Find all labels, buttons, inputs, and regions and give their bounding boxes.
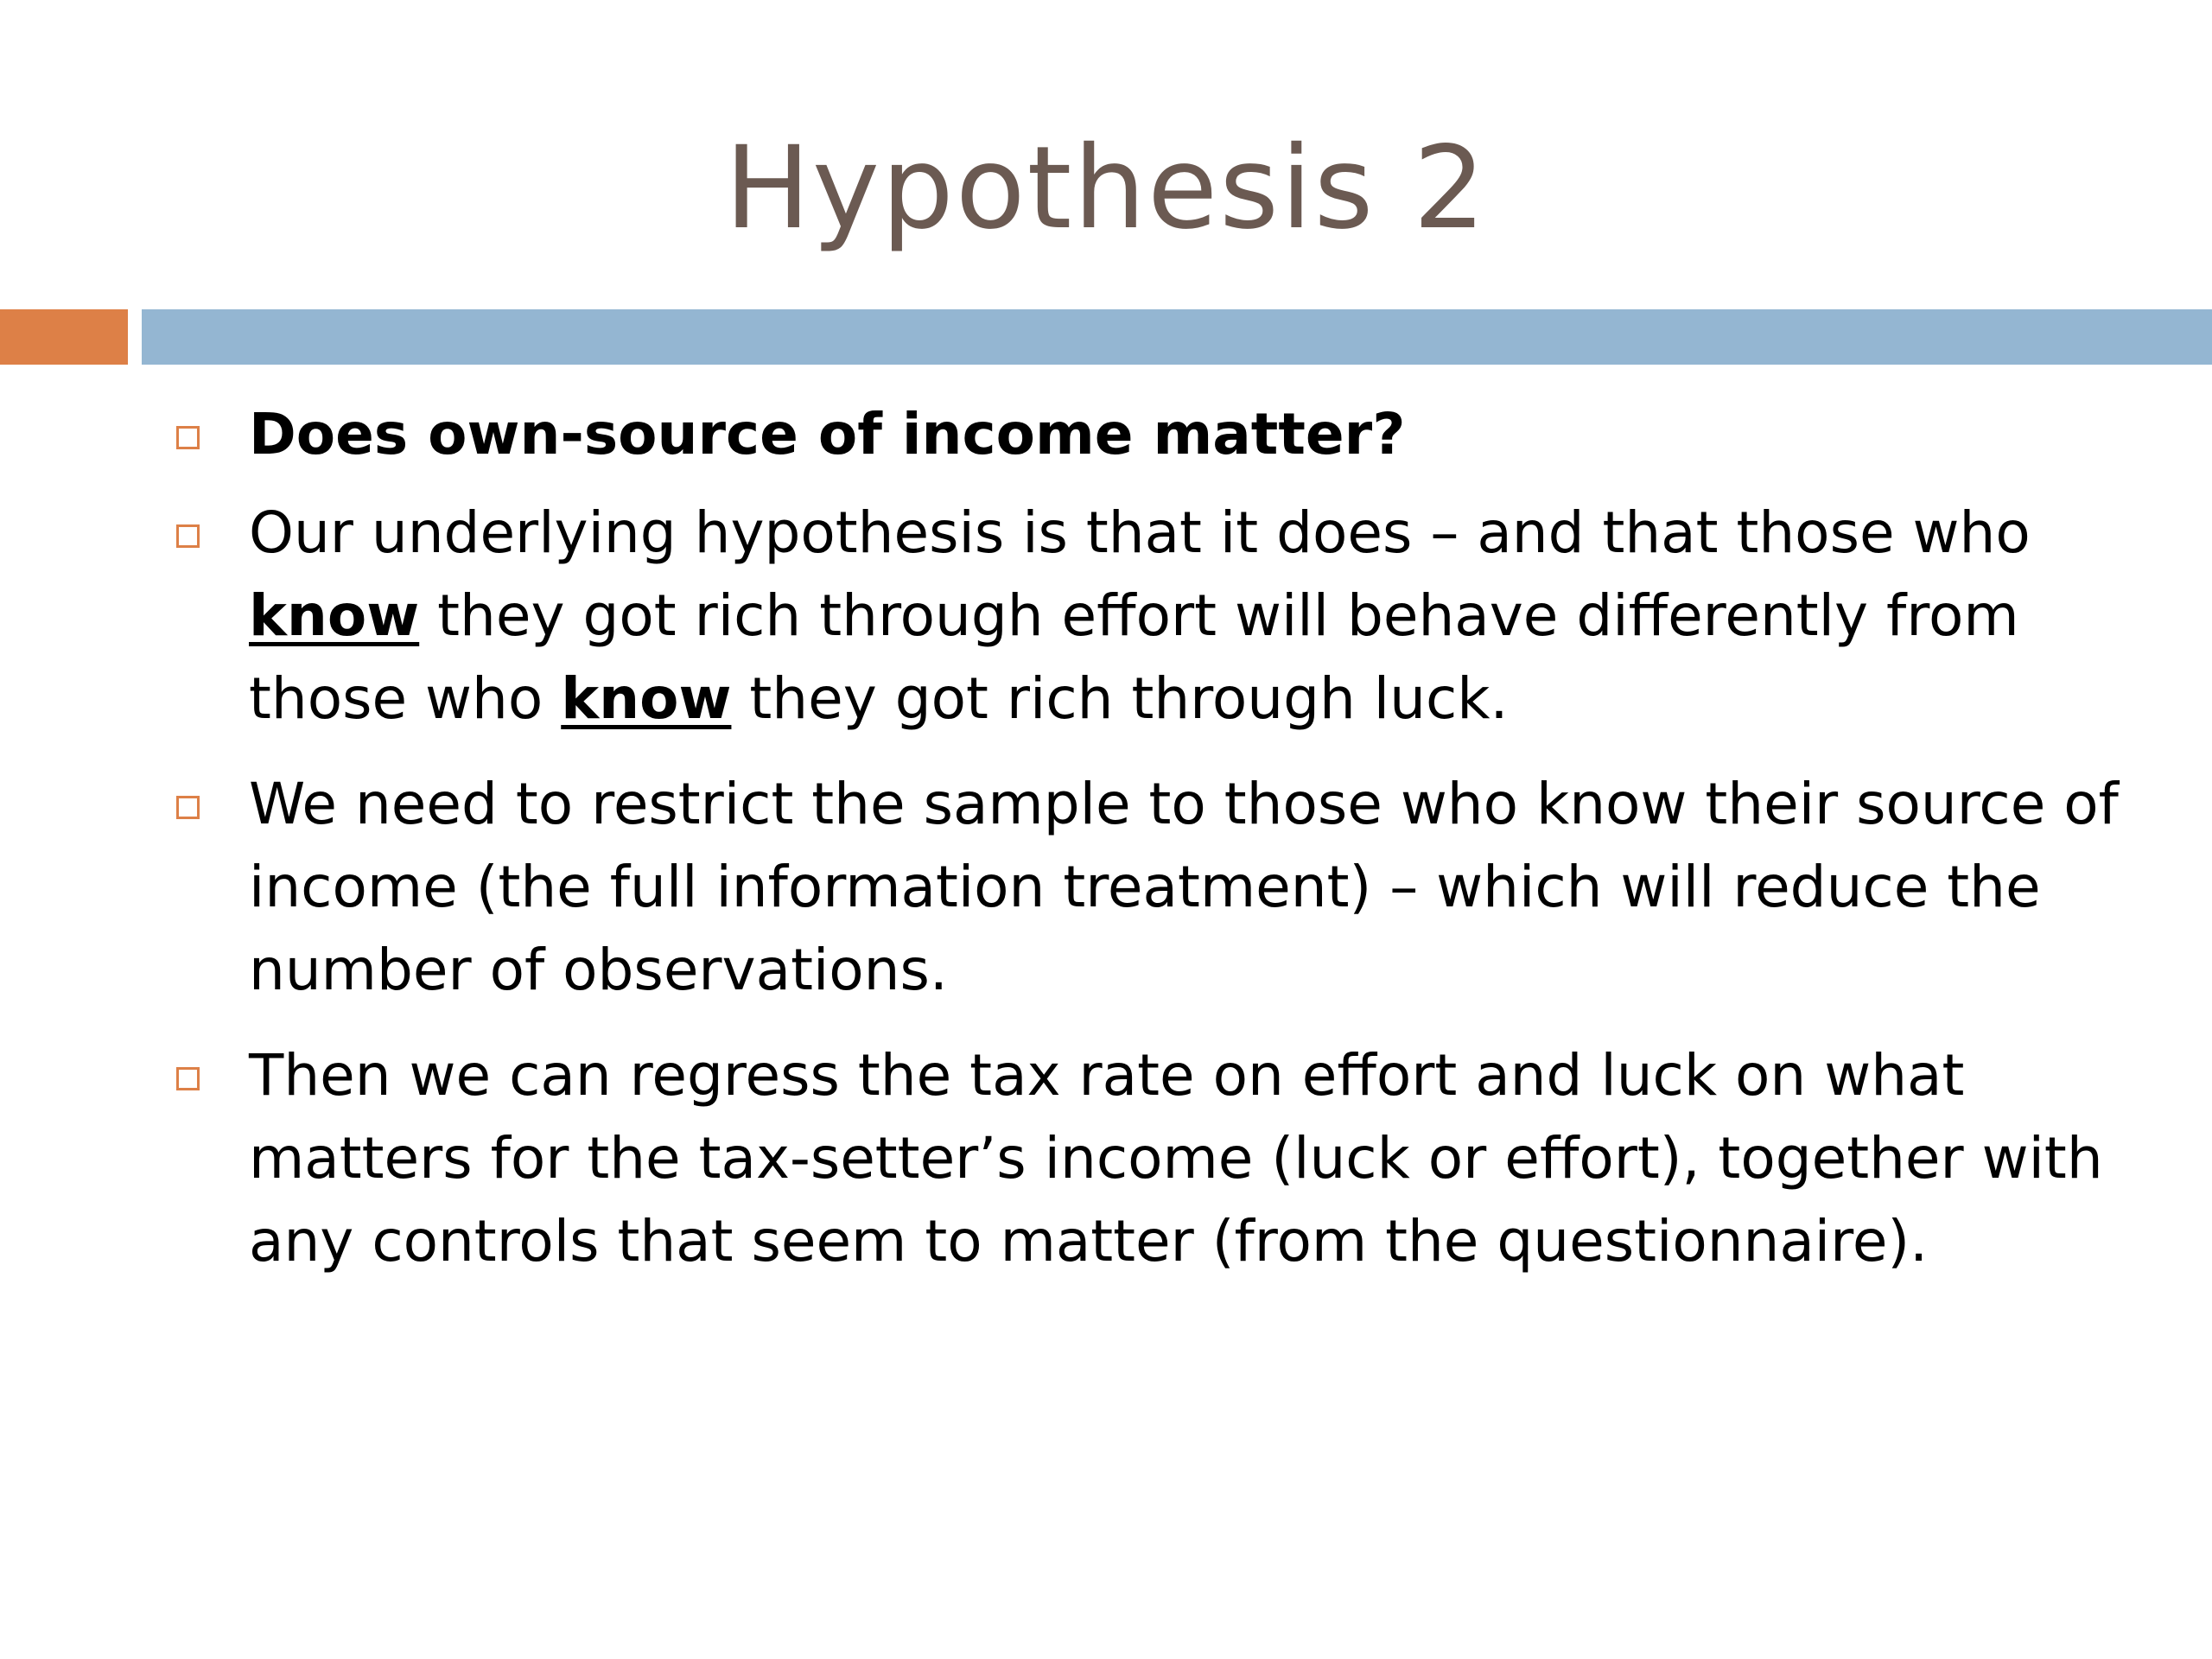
square-bullet-icon [176,426,200,449]
accent-bar-orange [0,309,128,365]
bullet-item [169,492,2157,741]
bullet-text: Does own-source of income matter? [249,401,1406,467]
emphasized-word: know [561,665,732,732]
square-bullet-icon [176,524,200,548]
bullet-text-part: they got rich through effort will behave differently from those who [249,582,2019,732]
bullet-text: Then we can regress the tax rate on effort and luck on what matters for the tax-setter’s income (luck or effort), together with any controls that seem to matter (from the questionnaire). [249,1042,2103,1274]
bullet-list [169,393,2157,1306]
bullet-text-part: they got rich through luck. [731,665,1509,732]
bullet-item [169,1034,2157,1283]
bullet-text-part: Our underlying hypothesis is that it does – and that those who [249,499,2031,566]
square-bullet-icon [176,796,200,819]
accent-bar-blue [142,309,2212,365]
bullet-item [169,393,2157,476]
square-bullet-icon [176,1067,200,1090]
bullet-item [169,763,2157,1012]
bullet-text: We need to restrict the sample to those who know their source of income (the full information treatment) – which will reduce the number of observations. [249,771,2119,1003]
slide-title: Hypothesis 2 [724,122,1488,255]
emphasized-word: know [249,582,420,649]
